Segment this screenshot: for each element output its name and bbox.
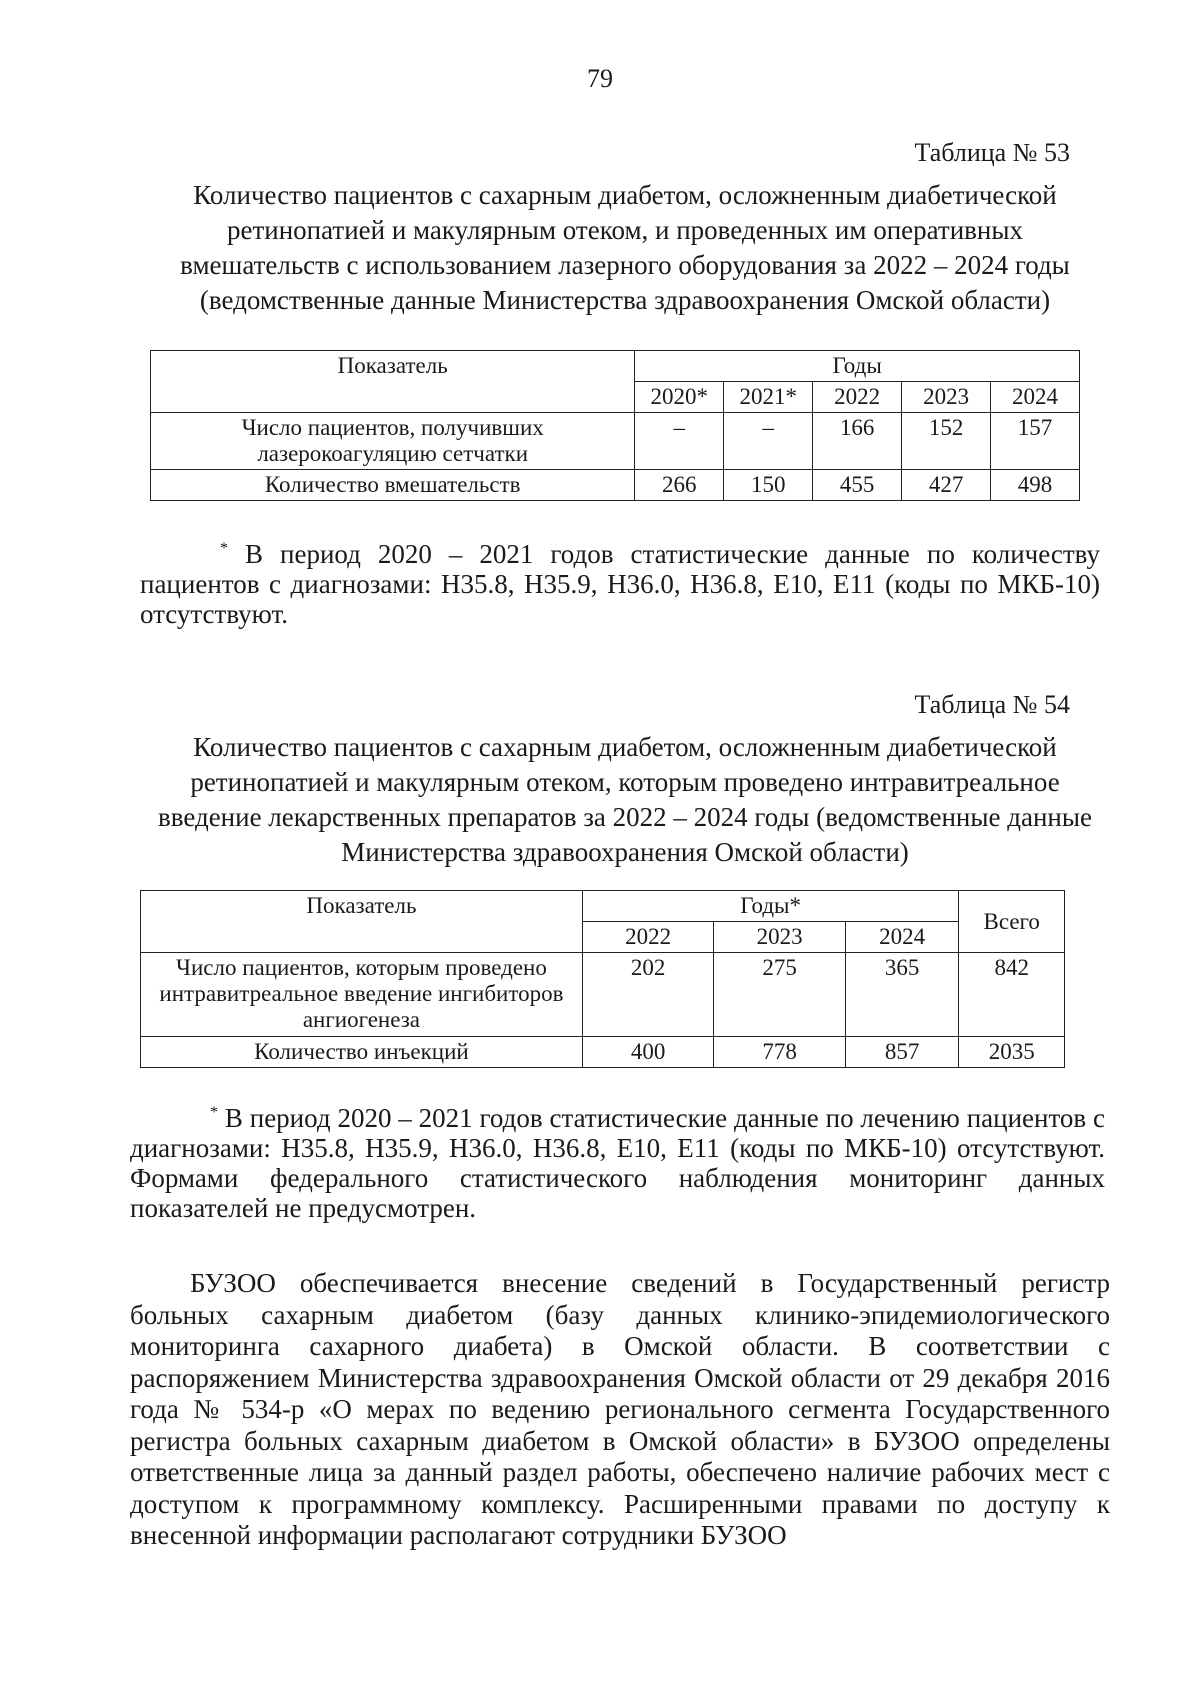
table-54-year: 2022 <box>582 922 714 953</box>
table-53-year: 2023 <box>902 382 991 413</box>
table-54-header-years: Годы* <box>582 891 959 922</box>
table-53-row-label: Количество вмешательств <box>151 470 635 501</box>
table-53-year: 2024 <box>991 382 1080 413</box>
table-53-title: Количество пациентов с сахарным диабетом, осложненным диабетической ретинопатией и макулярным отеком, и проведенных им оперативных вмешательств с использованием лазерного оборудования за 2022 – 2024 годы (ведомственные данные Министерства здравоохранения Омской области) <box>180 180 1070 315</box>
table-row <box>151 470 1080 501</box>
table-cell: 498 <box>991 470 1080 501</box>
table-54 <box>140 890 1065 1068</box>
table-cell: 842 <box>959 953 1065 1037</box>
table-54-header-total: Всего <box>959 891 1065 953</box>
table-cell: 455 <box>813 470 902 501</box>
table-cell: 427 <box>902 470 991 501</box>
table-54-footnote <box>130 1098 1105 1223</box>
table-54-title: Количество пациентов с сахарным диабетом, осложненным диабетической ретинопатией и макулярным отеком, которым проведено интравитреальное введение лекарственных препаратов за 2022 – 2024 годы (ведомственные данные Министерства здравоохранения Омской области) <box>157 732 1092 867</box>
table-row <box>141 953 1065 1037</box>
table-cell: 157 <box>991 413 1080 470</box>
page-number: 79 <box>587 64 613 93</box>
table-54-label: Таблица № 54 <box>914 690 1070 719</box>
table-53-year: 2020* <box>635 382 724 413</box>
table-53-year: 2022 <box>813 382 902 413</box>
table-cell: 400 <box>582 1037 714 1068</box>
table-cell: 202 <box>582 953 714 1037</box>
footnote-text: В период 2020 – 2021 годов статистические данные по количеству пациентов с диагнозами: Н35.8, Н35.9, Н36.0, Н36.8, Е10, Е11 (коды по МКБ-10) отсутствуют. <box>140 539 1101 629</box>
table-54-header-indicator: Показатель <box>141 891 583 953</box>
table-54-row-label: Число пациентов, которым проведено интравитреальное введение ингибиторов ангиогенеза <box>141 953 583 1037</box>
table-cell: 365 <box>845 953 959 1037</box>
table-53-footnote <box>140 534 1100 629</box>
table-53-header-years: Годы <box>635 351 1080 382</box>
table-cell: 2035 <box>959 1037 1065 1068</box>
table-row <box>151 413 1080 470</box>
body-paragraph: БУЗОО обеспечивается внесение сведений в Государственный регистр больных сахарным диабетом (базу данных клинико-эпидемиологического мониторинга сахарного диабета) в Омской области. В соответствии с распоряжением Министерства здравоохранения Омской области от 29 декабря 2016 года № 534-р «О мерах по ведению регионального сегмента Государственного регистра больных сахарным диабетом в Омской области» в БУЗОО определены ответственные лица за данный раздел работы, обеспечено наличие рабочих мест с доступом к программному комплексу. Расширенными правами по доступу к внесенной информации располагают сотрудники БУЗОО <box>130 1268 1110 1550</box>
table-cell: 266 <box>635 470 724 501</box>
table-cell: 152 <box>902 413 991 470</box>
table-cell: 150 <box>724 470 813 501</box>
table-54-year: 2023 <box>714 922 846 953</box>
table-54-row-label: Количество инъекций <box>141 1037 583 1068</box>
table-row <box>141 1037 1065 1068</box>
footnote-mark: * <box>220 540 228 557</box>
table-53-year: 2021* <box>724 382 813 413</box>
table-54-year: 2024 <box>845 922 959 953</box>
table-53-label: Таблица № 53 <box>914 138 1070 167</box>
table-cell: 275 <box>714 953 846 1037</box>
table-cell: – <box>635 413 724 470</box>
table-cell: – <box>724 413 813 470</box>
table-cell: 166 <box>813 413 902 470</box>
table-53-row-label: Число пациентов, получивших лазерокоагуляцию сетчатки <box>151 413 635 470</box>
table-cell: 778 <box>714 1037 846 1068</box>
table-53-header-indicator: Показатель <box>151 351 635 413</box>
table-cell: 857 <box>845 1037 959 1068</box>
table-53 <box>150 350 1080 501</box>
footnote-text: В период 2020 – 2021 годов статистические данные по лечению пациентов с диагнозами: Н35.8, Н35.9, Н36.0, Н36.8, Е10, Е11 (коды по МКБ-10) отсутствуют. Формами федерального статистического наблюдения мониторинг данных показателей не предусмотрен. <box>130 1103 1106 1223</box>
footnote-mark: * <box>210 1104 218 1121</box>
